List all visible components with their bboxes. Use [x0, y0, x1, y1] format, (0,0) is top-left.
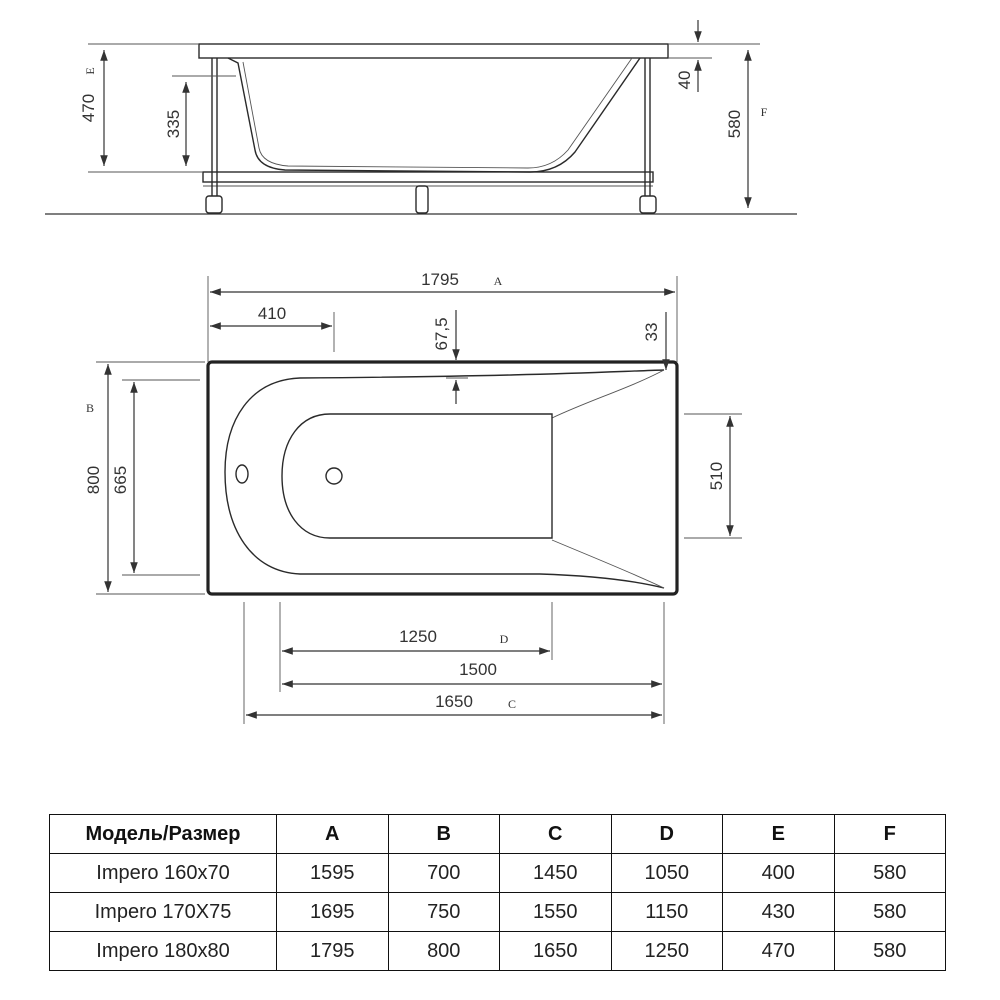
table-row	[50, 932, 946, 971]
foot-right	[640, 196, 656, 213]
table-header-row	[50, 815, 946, 854]
cell-e: 430	[723, 893, 835, 932]
cell-model: Impero 170X75	[50, 893, 277, 932]
cell-f: 580	[834, 932, 946, 971]
cell-c: 1450	[500, 854, 612, 893]
cell-c: 1650	[500, 932, 612, 971]
dim-d-value: 1250	[399, 627, 437, 646]
cell-d: 1250	[611, 932, 723, 971]
size-spec-table	[49, 814, 946, 971]
cell-c: 1550	[500, 893, 612, 932]
cell-f: 580	[834, 854, 946, 893]
cell-b: 800	[388, 932, 500, 971]
foot-left	[206, 196, 222, 213]
header-d: D	[611, 815, 723, 854]
dim-c-letter: C	[507, 697, 517, 711]
header-b: B	[388, 815, 500, 854]
cell-d: 1150	[611, 893, 723, 932]
cell-e: 400	[723, 854, 835, 893]
header-c: C	[500, 815, 612, 854]
dim-inner-length-value: 1500	[459, 660, 497, 679]
cell-f: 580	[834, 893, 946, 932]
header-f: F	[834, 815, 946, 854]
overflow-hole	[236, 465, 248, 483]
cell-e: 470	[723, 932, 835, 971]
dim-inner-depth-value: 335	[164, 109, 183, 139]
dim-inner-width-value: 665	[111, 465, 130, 495]
dim-e-value: 470	[79, 93, 98, 123]
tub-bowl-top	[225, 370, 664, 588]
dim-c-value: 1650	[435, 692, 473, 711]
tub-outline-top	[208, 362, 677, 594]
dim-e-letter: E	[83, 67, 97, 75]
side-view	[45, 20, 797, 214]
dim-f-letter: F	[760, 105, 768, 119]
cell-b: 750	[388, 893, 500, 932]
drain-hole	[326, 468, 342, 484]
dim-a-letter: A	[493, 274, 503, 288]
dim-d-letter: D	[499, 632, 509, 646]
tub-body-side	[228, 58, 640, 172]
dim-rim-value: 40	[675, 70, 694, 90]
tub-rim-side	[199, 44, 668, 58]
dim-b-value: 800	[84, 465, 103, 495]
top-view	[84, 270, 742, 724]
cell-a: 1595	[277, 854, 389, 893]
header-e: E	[723, 815, 835, 854]
cell-a: 1695	[277, 893, 389, 932]
tub-floor-top	[282, 414, 552, 538]
dim-rim-front-value: 67,5	[432, 317, 451, 351]
dim-b-letter: B	[85, 401, 95, 415]
table-row	[50, 854, 946, 893]
cell-b: 700	[388, 854, 500, 893]
frame-base	[203, 172, 653, 182]
dim-a-value: 1795	[421, 270, 459, 289]
dim-foot-width-value: 510	[707, 461, 726, 491]
dim-drain-offset-value: 410	[257, 304, 287, 323]
dim-rim-end-value: 33	[642, 322, 661, 342]
cell-a: 1795	[277, 932, 389, 971]
dim-f-value: 580	[725, 109, 744, 139]
foot-center	[416, 186, 428, 213]
cell-model: Impero 160x70	[50, 854, 277, 893]
cell-model: Impero 180x80	[50, 932, 277, 971]
header-a: A	[277, 815, 389, 854]
table-row	[50, 893, 946, 932]
header-model-size: Модель/Размер	[50, 815, 277, 854]
cell-d: 1050	[611, 854, 723, 893]
